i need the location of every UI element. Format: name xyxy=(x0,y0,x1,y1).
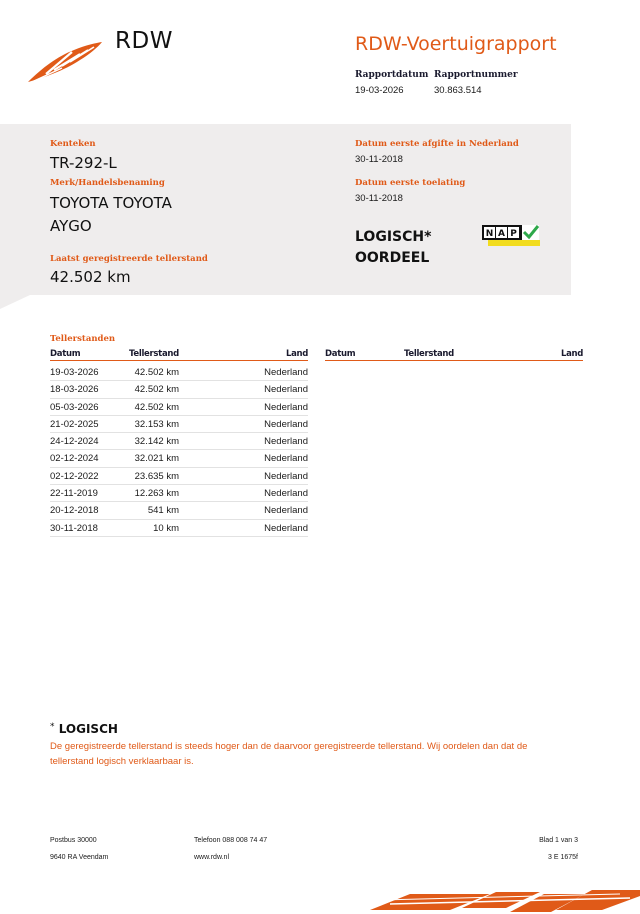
footer-postcode: 9640 RA Veendam xyxy=(50,854,109,861)
table-row xyxy=(50,450,308,467)
table-row xyxy=(50,502,308,519)
cell-land: Nederland xyxy=(264,488,308,500)
note-title xyxy=(50,722,118,736)
footer-website: www.rdw.nl xyxy=(194,854,230,861)
table-row xyxy=(50,399,308,416)
header-rule-left xyxy=(50,360,308,361)
cell-tellerstand: 32.142 km xyxy=(134,436,179,448)
col-header-tellerstand-2: Tellerstand xyxy=(404,349,454,359)
toelating-label: Datum eerste toelating xyxy=(355,178,466,188)
footer-telefoon: Telefoon 088 008 74 47 xyxy=(194,837,268,844)
col-header-tellerstand: Tellerstand xyxy=(129,349,179,359)
svg-text:N: N xyxy=(485,229,494,239)
cell-land: Nederland xyxy=(264,367,308,378)
cell-datum: 20-12-2018 xyxy=(50,505,99,517)
table-row xyxy=(50,433,308,450)
cell-datum: 05-03-2026 xyxy=(50,401,99,413)
cell-tellerstand: 10 km xyxy=(153,522,179,534)
table-row xyxy=(50,364,308,381)
kenteken-label: Kenteken xyxy=(50,139,96,149)
rapportnummer-value: 30.863.514 xyxy=(434,85,482,96)
cell-land: Nederland xyxy=(264,401,308,413)
tellerstanden-title: Tellerstanden xyxy=(50,334,116,344)
rapportdatum-value: 19-03-2026 xyxy=(355,85,404,96)
note-star: * xyxy=(50,722,55,732)
cell-land: Nederland xyxy=(264,384,308,396)
verdict-line-1: LOGISCH* xyxy=(355,229,432,245)
rapportnummer-label: Rapportnummer xyxy=(434,70,518,80)
table-row xyxy=(50,485,308,502)
cell-datum: 22-11-2019 xyxy=(50,488,98,500)
cell-land: Nederland xyxy=(264,505,308,517)
tellerstanden-table xyxy=(50,364,308,537)
model-value: AYGO xyxy=(50,217,92,235)
cell-tellerstand: 42.502 km xyxy=(134,401,179,413)
rdw-logo-icon xyxy=(28,38,104,84)
brand-name: RDW xyxy=(115,28,173,54)
cell-tellerstand: 12.263 km xyxy=(134,488,179,500)
nap-logo-icon xyxy=(482,225,540,247)
cell-datum: 19-03-2026 xyxy=(50,367,99,378)
cell-datum: 30-11-2018 xyxy=(50,522,98,534)
tellerstand-value: 42.502 km xyxy=(50,268,131,286)
verdict-line-2: OORDEEL xyxy=(355,250,430,266)
footer-stripes-decoration xyxy=(370,886,640,914)
cell-tellerstand: 23.635 km xyxy=(134,470,179,482)
col-header-datum: Datum xyxy=(50,349,81,359)
col-header-land-2: Land xyxy=(561,349,584,359)
afgifte-label: Datum eerste afgifte in Nederland xyxy=(355,139,519,149)
note-title-text: LOGISCH xyxy=(58,722,118,736)
cell-datum: 21-02-2025 xyxy=(50,418,99,430)
footer-code: 3 E 1675f xyxy=(548,854,578,861)
report-title: RDW-Voertuigrapport xyxy=(355,33,557,55)
footer-postbus: Postbus 30000 xyxy=(50,837,97,844)
cell-datum: 02-12-2024 xyxy=(50,453,99,465)
svg-text:P: P xyxy=(510,229,517,239)
merk-value: TOYOTA TOYOTA xyxy=(50,194,172,212)
cell-tellerstand: 42.502 km xyxy=(134,384,179,396)
cell-datum: 02-12-2022 xyxy=(50,470,99,482)
cell-datum: 24-12-2024 xyxy=(50,436,99,448)
note-text: De geregistreerde tellerstand is steeds hoger dan de daarvoor geregistreerde tellerstand. Wij oordelen dan dat de tellerstand logisch verklaarbaar is. xyxy=(50,741,528,767)
table-row xyxy=(50,416,308,433)
cell-land: Nederland xyxy=(264,522,308,534)
cell-land: Nederland xyxy=(264,470,308,482)
rapportdatum-label: Rapportdatum xyxy=(355,70,429,80)
toelating-value: 30-11-2018 xyxy=(355,193,403,204)
cell-tellerstand: 541 km xyxy=(147,505,179,517)
table-row xyxy=(50,468,308,485)
table-row xyxy=(50,520,308,537)
cell-land: Nederland xyxy=(264,418,308,430)
kenteken-value: TR-292-L xyxy=(50,154,117,172)
cell-tellerstand: 32.153 km xyxy=(134,418,179,430)
col-header-datum-2: Datum xyxy=(325,349,356,359)
panel-notch xyxy=(0,295,30,309)
col-header-land: Land xyxy=(286,349,309,359)
tellerstand-label: Laatst geregistreerde tellerstand xyxy=(50,254,208,264)
svg-text:A: A xyxy=(498,229,505,239)
cell-datum: 18-03-2026 xyxy=(50,384,99,396)
merk-label: Merk/Handelsbenaming xyxy=(50,178,165,188)
footer-blad: Blad 1 van 3 xyxy=(539,837,578,844)
afgifte-value: 30-11-2018 xyxy=(355,154,403,165)
header-rule-right xyxy=(325,360,583,361)
cell-land: Nederland xyxy=(264,453,308,465)
cell-tellerstand: 42.502 km xyxy=(134,367,179,378)
cell-land: Nederland xyxy=(264,436,308,448)
table-row xyxy=(50,381,308,398)
cell-tellerstand: 32.021 km xyxy=(134,453,179,465)
